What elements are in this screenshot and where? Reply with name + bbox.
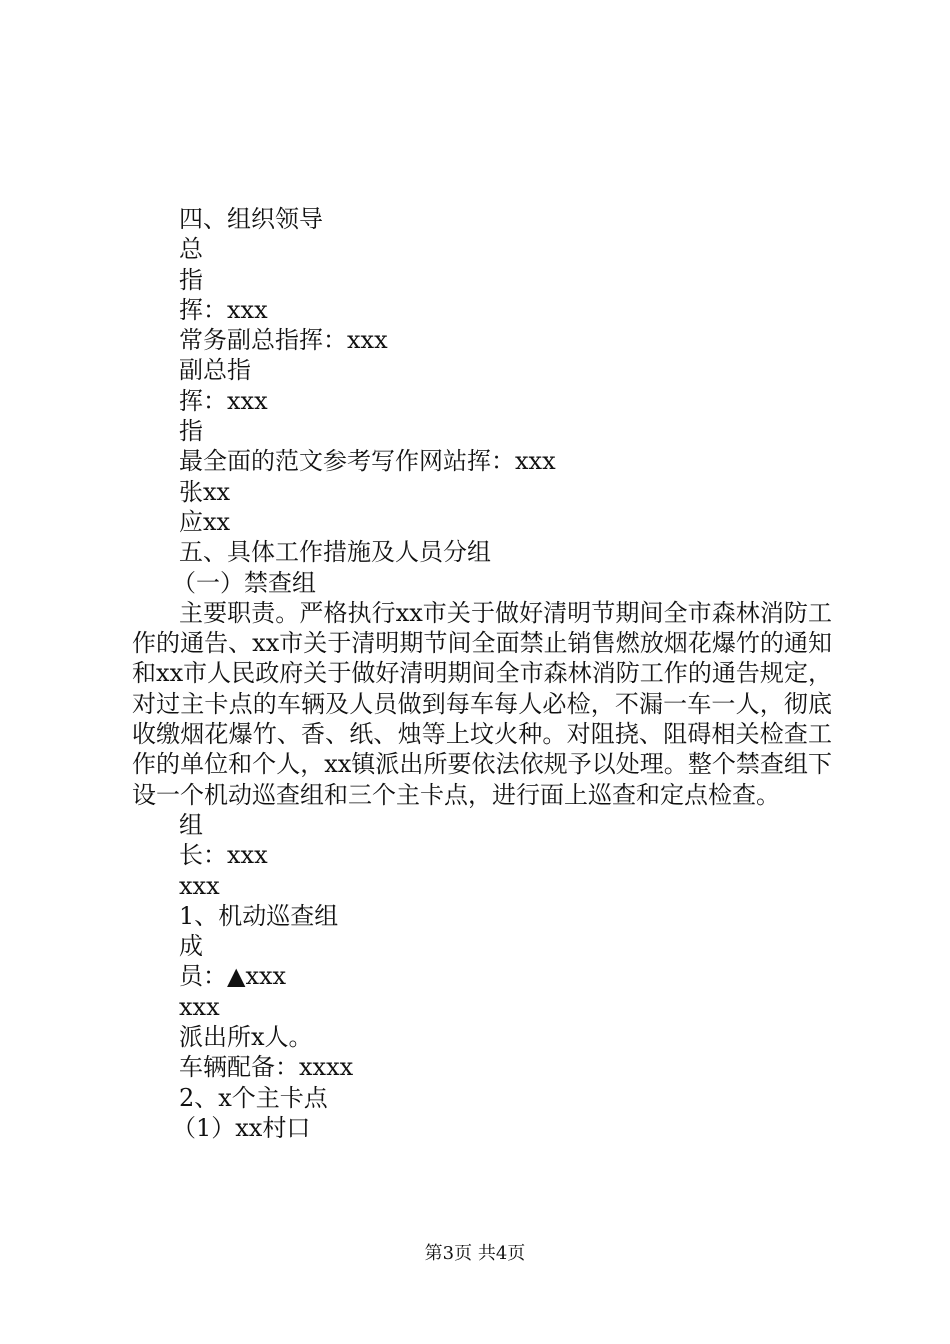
section-heading-measures: 五、具体工作措施及人员分组 [179, 538, 491, 567]
text-line: 指 [179, 417, 203, 446]
text-line: 组 [179, 810, 203, 839]
responsibilities-paragraph: 主要职责。严格执行xx市关于做好清明节期间全市森林消防工作的通告、xx市关于清明期节间全面禁止销售燃放烟花爆竹的通知和xx市人民政府关于做好清明期间全市森林消防工作的通告规定，对过主卡点的车辆及人员做到每车每人必检，不漏一车一人，彻底收缴烟花爆竹、香、纸、烛等上坟火种。对阻挠、阻碍相关检查工作的单位和个人，xx镇派出所要依法依规予以处理。整个禁查组下设一个机动巡查组和三个主卡点，进行面上巡查和定点检查。 [132, 598, 832, 809]
text-line: 挥：xxx [179, 295, 268, 324]
text-line: 总 [179, 235, 203, 264]
text-line: 派出所x人。 [179, 1023, 313, 1052]
text-line: 车辆配备：xxxx [179, 1053, 354, 1082]
text-line: （1）xx村口 [172, 1113, 311, 1142]
text-line: 挥：xxx [179, 386, 268, 415]
page-footer: 第3页 共4页 [424, 1243, 526, 1264]
text-line: 副总指 [179, 356, 251, 385]
text-line: 常务副总指挥：xxx [179, 326, 388, 355]
document-body [132, 204, 832, 1143]
text-line: 指 [179, 265, 203, 294]
text-line: 最全面的范文参考写作网站挥：xxx [179, 447, 556, 476]
item-heading-checkpoints: 2、x个主卡点 [179, 1083, 328, 1112]
subsection-heading-inspection-group: （一）禁查组 [172, 568, 316, 597]
text-line: xxx [179, 871, 220, 900]
text-line: 应xx [179, 507, 231, 536]
text-line: 员：▲xxx [179, 962, 287, 991]
text-line: 长：xxx [179, 841, 268, 870]
text-line: 张xx [179, 477, 231, 506]
item-heading-patrol-group: 1、机动巡查组 [179, 901, 339, 930]
text-line: xxx [179, 992, 220, 1021]
section-heading-organization: 四、组织领导 [179, 205, 323, 233]
text-line: 成 [179, 932, 203, 961]
